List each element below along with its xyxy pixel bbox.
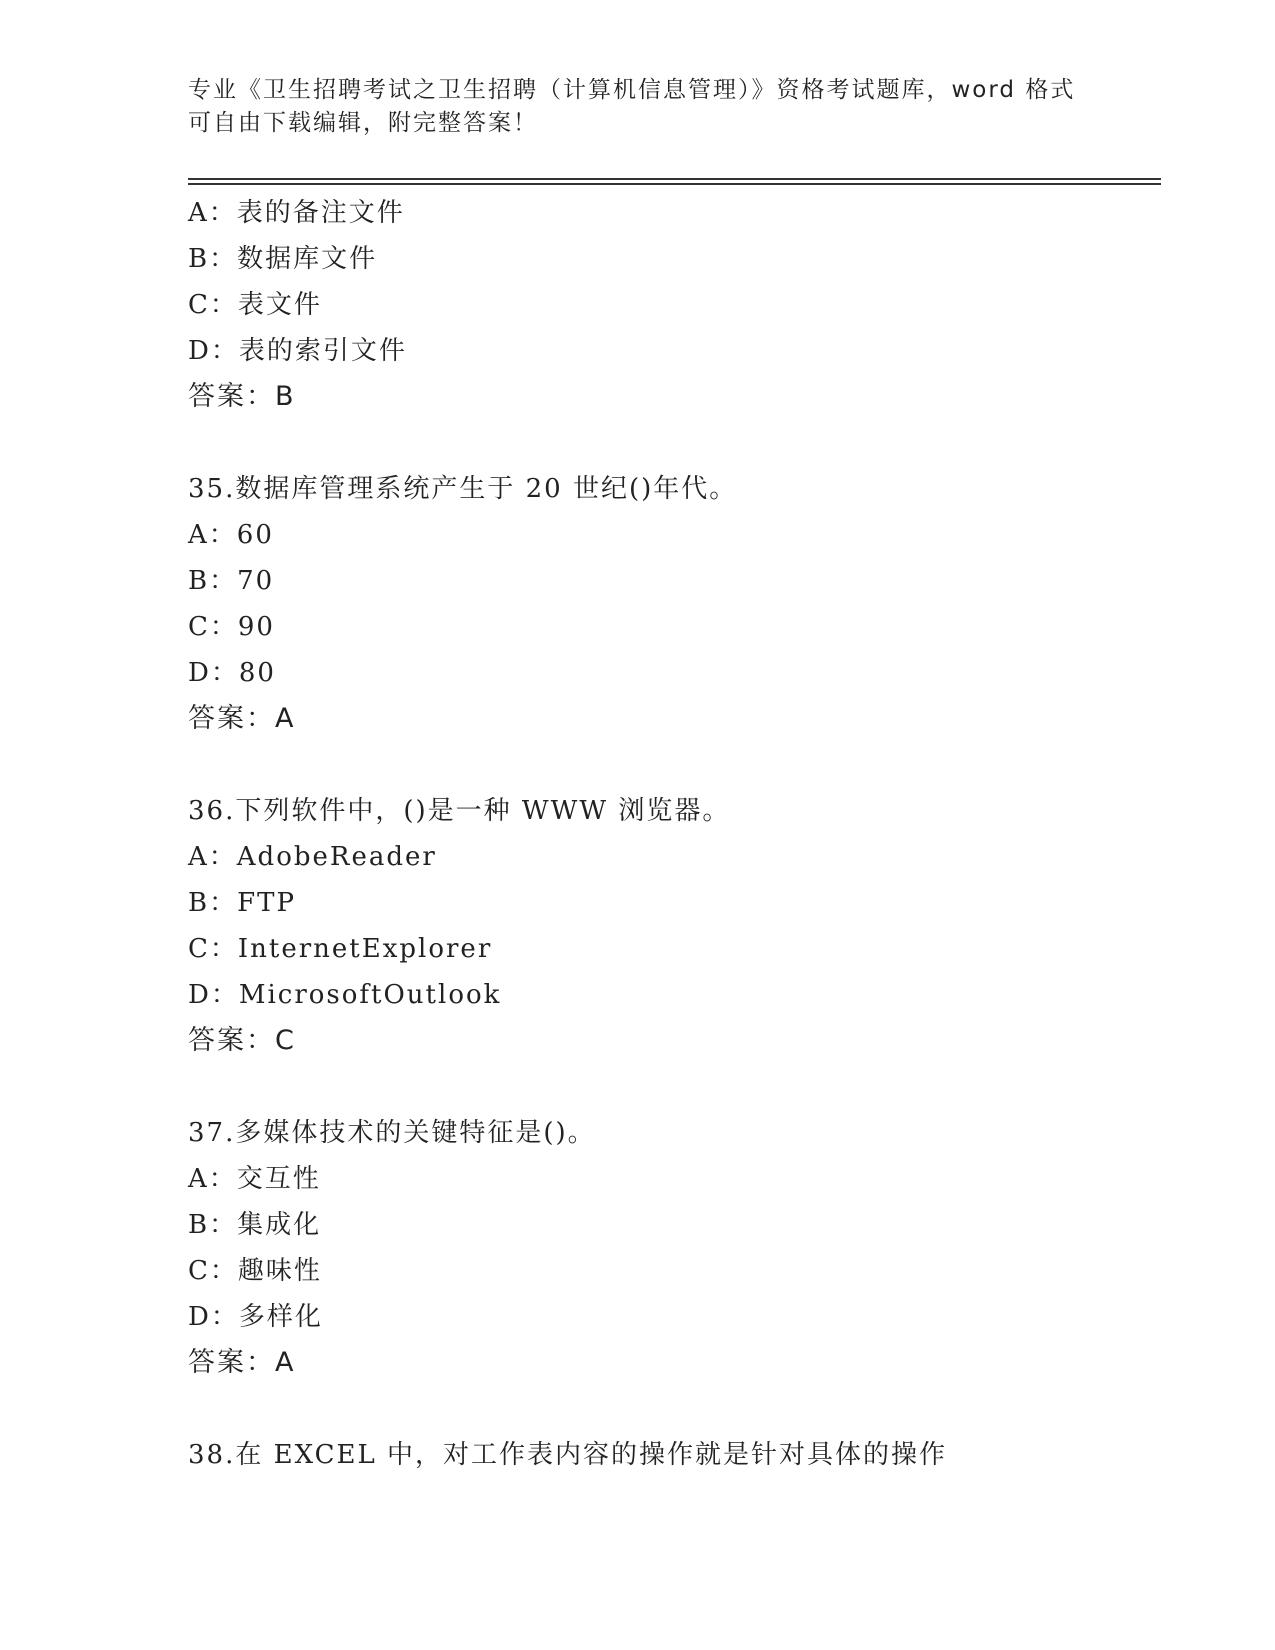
option-b: B：FTP [188, 888, 296, 918]
question-35: 35.数据库管理系统产生于 20 世纪()年代。 [188, 474, 738, 504]
option-a: A：表的备注文件 [188, 198, 405, 228]
spacer [188, 1064, 1168, 1110]
option-d: D：MicrosoftOutlook [188, 980, 502, 1010]
option-a: A：AdobeReader [188, 842, 437, 872]
header-divider-bottom [188, 183, 1161, 185]
header-line-1: 专业《卫生招聘考试之卫生招聘（计算机信息管理）》资格考试题库，word 格式 [188, 77, 1076, 103]
option-a: A：交互性 [188, 1164, 321, 1194]
question-37: 37.多媒体技术的关键特征是()。 [188, 1118, 596, 1148]
option-b: B：集成化 [188, 1210, 322, 1240]
option-d: D：多样化 [188, 1302, 323, 1332]
option-d: D：表的索引文件 [188, 336, 407, 366]
spacer [188, 742, 1168, 788]
question-36: 36.下列软件中，()是一种 WWW 浏览器。 [188, 796, 731, 826]
answer-line: 答案：A [188, 1347, 296, 1378]
option-d: D：80 [188, 658, 276, 688]
answer-line: 答案：C [188, 1025, 296, 1056]
option-b: B：数据库文件 [188, 244, 378, 274]
option-c: C：趣味性 [188, 1256, 322, 1286]
option-b: B：70 [188, 566, 275, 596]
header-divider-top [188, 178, 1161, 180]
answer-line: 答案：B [188, 381, 296, 412]
header-line-2: 可自由下载编辑，附完整答案！ [188, 110, 538, 136]
option-a: A：60 [188, 520, 274, 550]
spacer [188, 1386, 1168, 1432]
spacer [188, 420, 1168, 466]
option-c: C：InternetExplorer [188, 934, 493, 964]
answer-line: 答案：A [188, 703, 296, 734]
question-list [188, 190, 1168, 1478]
option-c: C：表文件 [188, 290, 322, 320]
question-38: 38.在 EXCEL 中，对工作表内容的操作就是针对具体的操作 [188, 1440, 948, 1470]
option-c: C：90 [188, 612, 275, 642]
document-header [188, 74, 1088, 140]
